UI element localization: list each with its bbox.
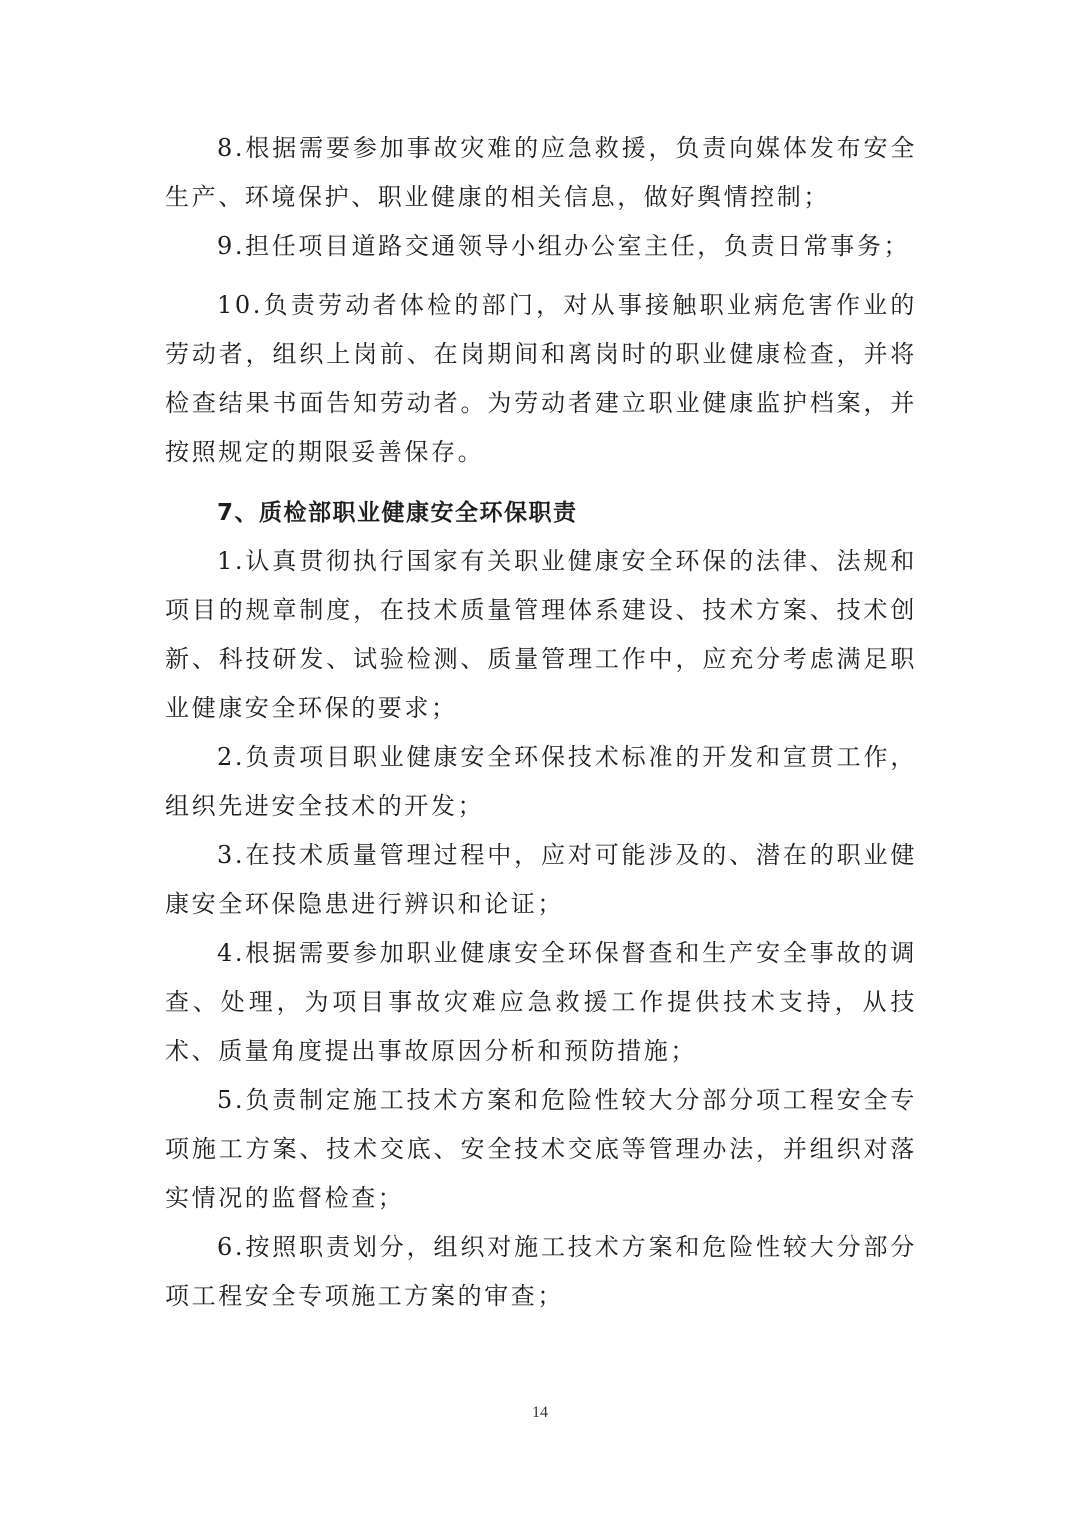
section-paragraph-1: 1.认真贯彻执行国家有关职业健康安全环保的法律、法规和项目的规章制度，在技术质量管理体系建设、技术方案、技术创新、科技研发、试验检测、质量管理工作中，应充分考虑满足职业健康安全环保的要求； bbox=[165, 547, 917, 722]
section-paragraph-6: 6.按照职责划分，组织对施工技术方案和危险性较大分部分项工程安全专项施工方案的审查； bbox=[165, 1233, 917, 1310]
section-heading: 7、质检部职业健康安全环保职责 bbox=[217, 500, 578, 526]
paragraph-item-9: 9.担任项目道路交通领导小组办公室主任，负责日常事务； bbox=[217, 232, 911, 260]
section-paragraph-2: 2.负责项目职业健康安全环保技术标准的开发和宣贯工作，组织先进安全技术的开发； bbox=[165, 743, 917, 820]
section-paragraph-5: 5.负责制定施工技术方案和危险性较大分部分项工程安全专项施工方案、技术交底、安全技术交底等管理办法，并组织对落实情况的监督检查； bbox=[165, 1086, 917, 1212]
paragraph-item-10: 10.负责劳动者体检的部门，对从事接触职业病危害作业的劳动者，组织上岗前、在岗期间和离岗时的职业健康检查，并将检查结果书面告知劳动者。为劳动者建立职业健康监护档案，并按照规定的期限妥善保存。 bbox=[165, 291, 917, 466]
page-body bbox=[165, 124, 917, 1321]
paragraph-item-8: 8.根据需要参加事故灾难的应急救援，负责向媒体发布安全生产、环境保护、职业健康的相关信息，做好舆情控制； bbox=[165, 134, 917, 211]
section-paragraph-4: 4.根据需要参加职业健康安全环保督查和生产安全事故的调查、处理，为项目事故灾难应急救援工作提供技术支持，从技术、质量角度提出事故原因分析和预防措施； bbox=[165, 939, 917, 1065]
page-number: 14 bbox=[532, 1404, 548, 1421]
section-paragraph-3: 3.在技术质量管理过程中，应对可能涉及的、潜在的职业健康安全环保隐患进行辨识和论证； bbox=[165, 841, 917, 918]
